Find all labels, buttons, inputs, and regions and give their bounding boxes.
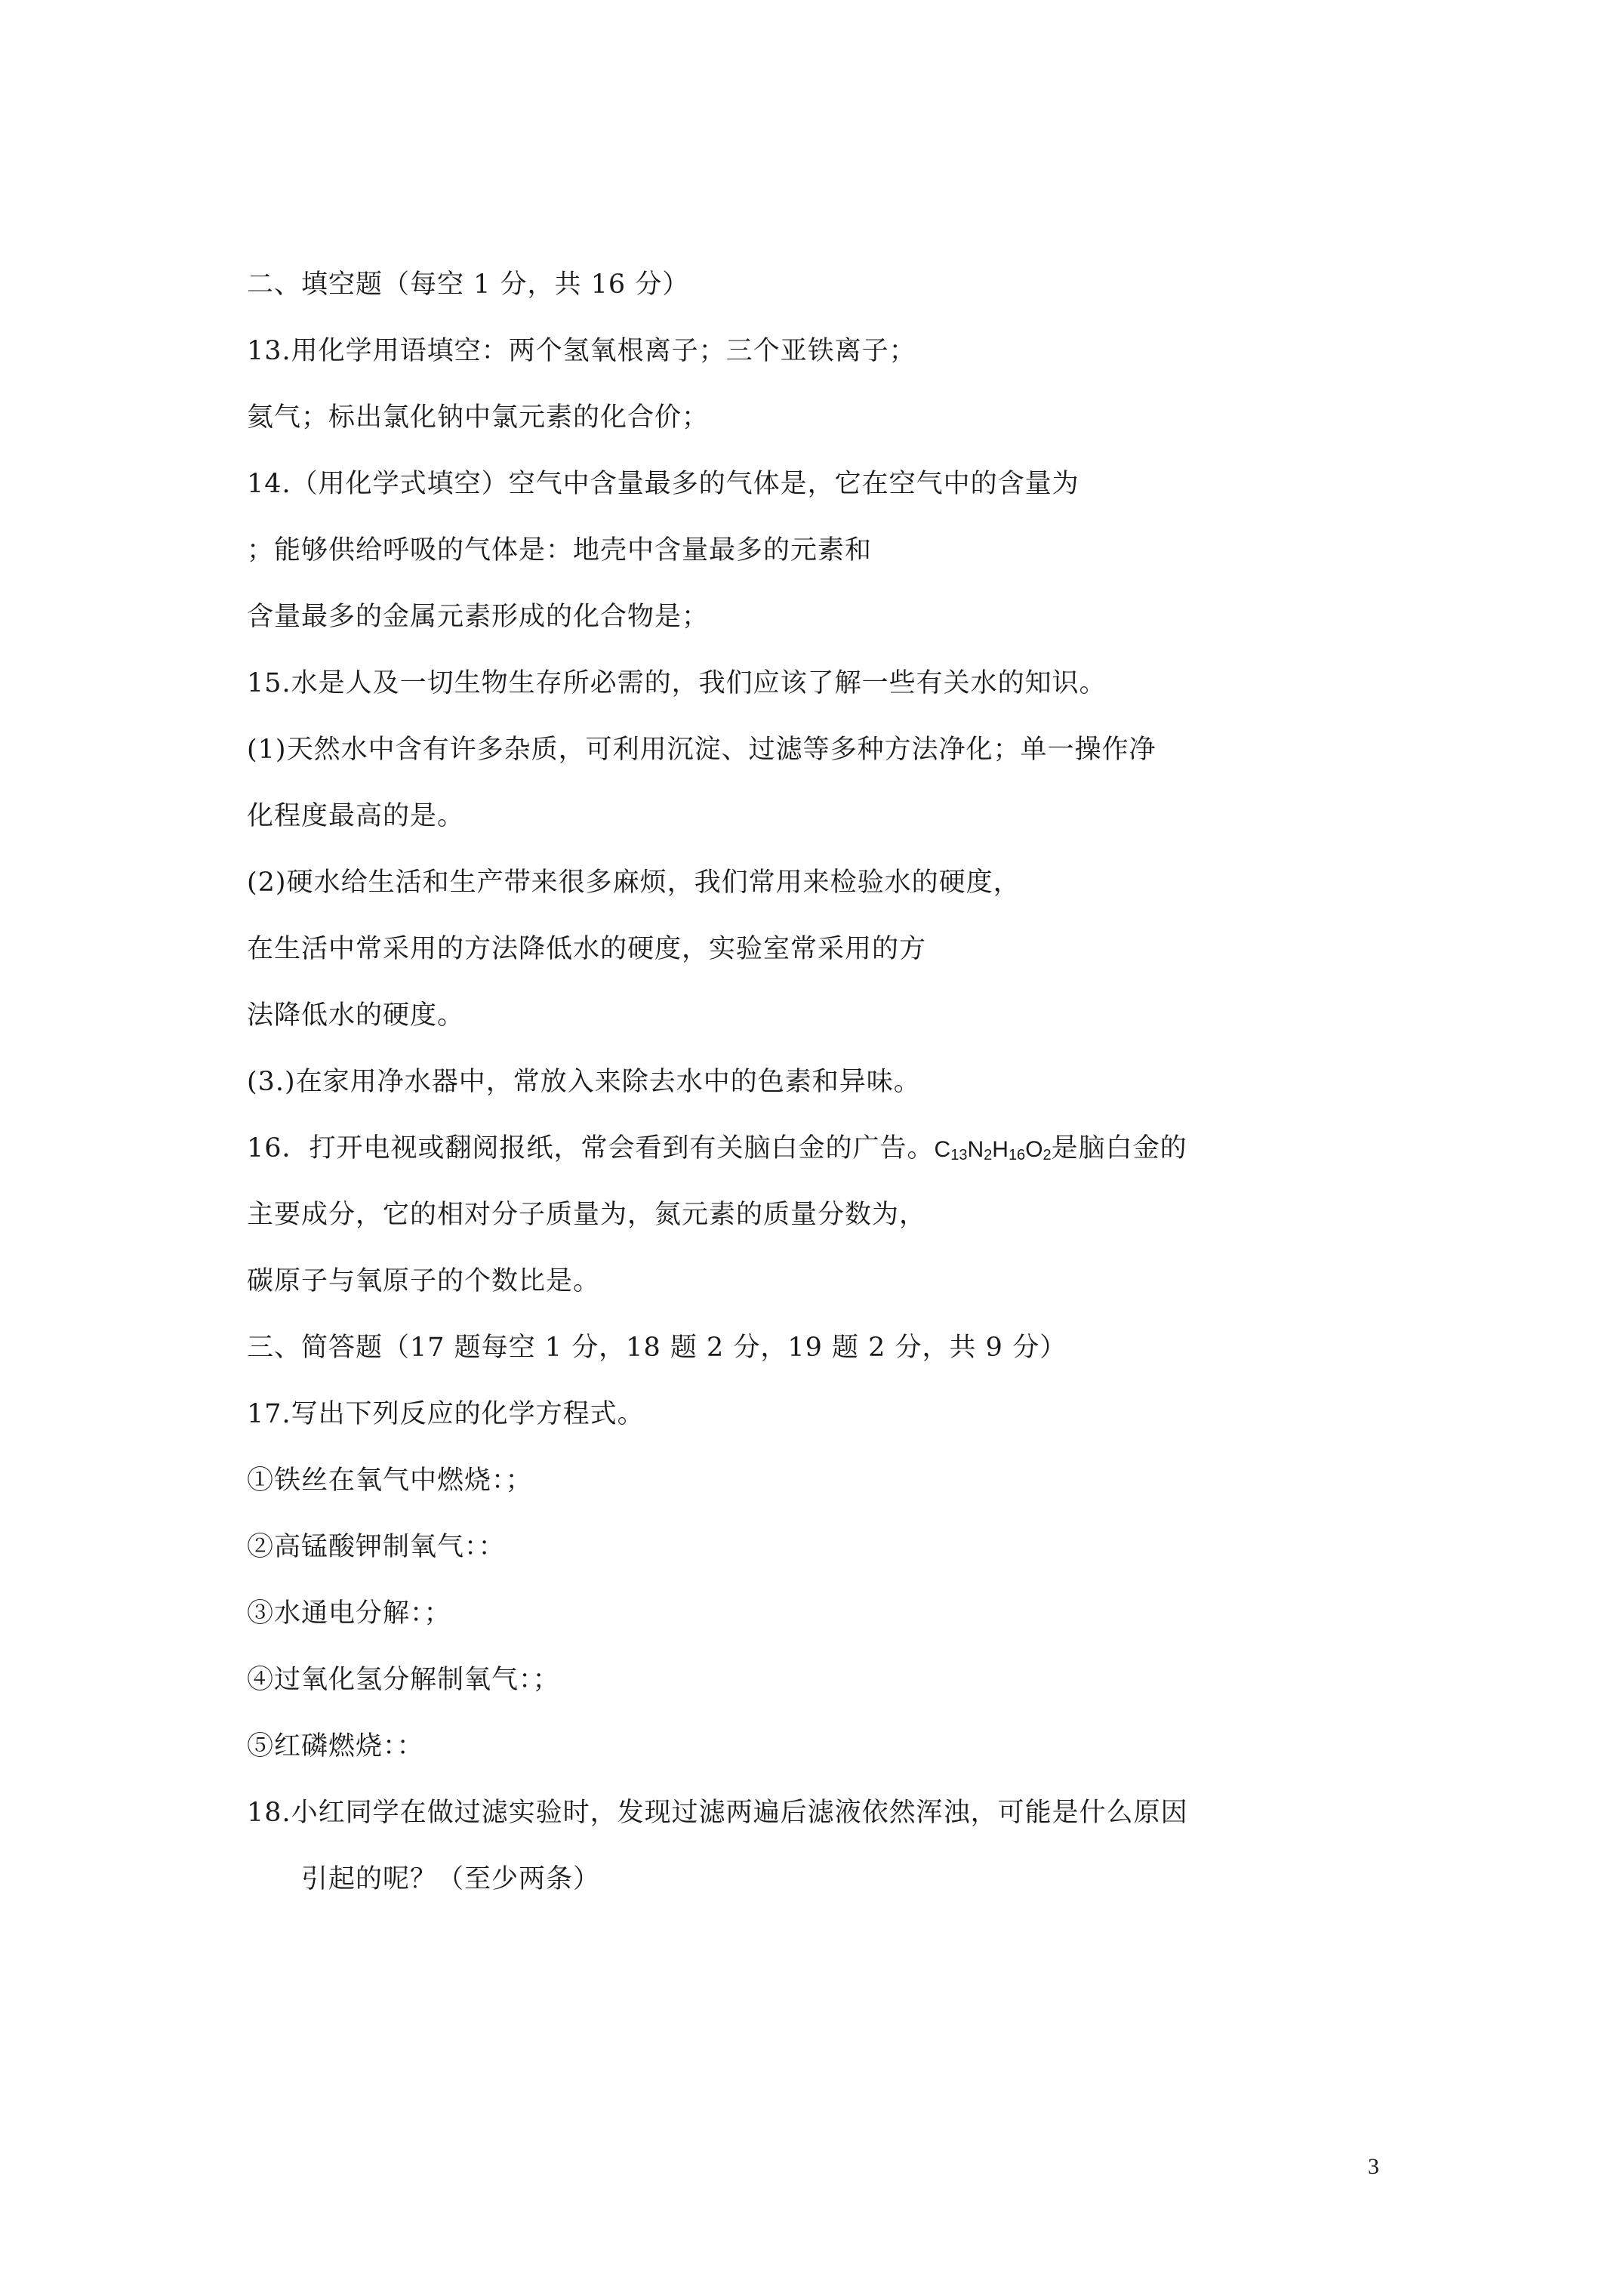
question-15-line-1: 15.水是人及一切生物生存所必需的，我们应该了解一些有关水的知识。 (247, 668, 1107, 698)
question-13-line-1: 13.用化学用语填空：两个氢氧根离子；三个亚铁离子； (247, 336, 916, 366)
question-16-line-1-text: 16．打开电视或翻阅报纸，常会看到有关脑白金的广告。 (247, 1133, 935, 1163)
question-15-part-1-line-2: 化程度最高的是。 (247, 801, 465, 831)
page-number: 3 (1368, 2154, 1379, 2179)
formula-element-h: H (992, 1137, 1009, 1162)
question-15-part-3-line-1: (3.)在家用净水器中，常放入来除去水中的色素和异味。 (247, 1067, 921, 1097)
formula-element-n: N (967, 1137, 984, 1162)
question-15-part-2-line-3: 法降低水的硬度。 (247, 1000, 465, 1031)
question-17-item-2: ②高锰酸钾制氧气：： (247, 1532, 506, 1562)
question-14-line-2: ；能够供给呼吸的气体是：地壳中含量最多的元素和 (247, 535, 873, 566)
question-14-line-3: 含量最多的金属元素形成的化合物是； (247, 602, 710, 632)
formula-subscript-o: 2 (1042, 1147, 1052, 1163)
question-13-line-2: 氦气；标出氯化钠中氯元素的化合价； (247, 402, 710, 433)
section-3-heading: 三、简答题（17 题每空 1 分，18 题 2 分，19 题 2 分，共 9 分） (247, 1333, 1067, 1363)
formula-element-o: O (1025, 1137, 1043, 1162)
question-15-part-2-line-1: (2)硬水给生活和生产带来很多麻烦，我们常用来检验水的硬度， (247, 868, 1021, 898)
question-16-line-3: 碳原子与氧原子的个数比是。 (247, 1266, 601, 1296)
question-17-item-4: ④过氧化氢分解制氧气：； (247, 1665, 560, 1695)
question-18-line-2: 引起的呢？（至少两条） (301, 1864, 601, 1894)
question-17-item-3: ③水通电分解：； (247, 1598, 451, 1629)
question-16-line-1-tail: 是脑白金的 (1051, 1133, 1187, 1163)
question-17-item-1: ①铁丝在氧气中燃烧：； (247, 1465, 533, 1496)
formula-subscript-n: 2 (984, 1147, 993, 1163)
question-16-line-2: 主要成分，它的相对分子质量为，氮元素的质量分数为， (247, 1200, 927, 1230)
formula-subscript-c: 13 (950, 1147, 968, 1163)
formula-element-c: C (934, 1137, 951, 1162)
formula-subscript-h: 16 (1008, 1147, 1026, 1163)
question-17-item-5: ⑤红磷燃烧：： (247, 1731, 424, 1761)
question-14-line-1: 14.（用化学式填空）空气中含量最多的气体是，它在空气中的含量为 (247, 469, 1079, 499)
page-content (247, 268, 1304, 1929)
question-17-line-1: 17.写出下列反应的化学方程式。 (247, 1399, 645, 1429)
question-15-part-2-line-2: 在生活中常采用的方法降低水的硬度，实验室常采用的方 (247, 934, 927, 964)
question-18-line-1: 18.小红同学在做过滤实验时，发现过滤两遍后滤液依然浑浊，可能是什么原因 (247, 1798, 1188, 1828)
question-15-part-1-line-1: (1)天然水中含有许多杂质，可利用沉淀、过滤等多种方法净化；单一操作净 (247, 735, 1156, 765)
section-2-heading: 二、填空题（每空 1 分，共 16 分） (247, 270, 690, 300)
question-16-line-1 (247, 1132, 1304, 1198)
chemical-formula (935, 1137, 1052, 1162)
